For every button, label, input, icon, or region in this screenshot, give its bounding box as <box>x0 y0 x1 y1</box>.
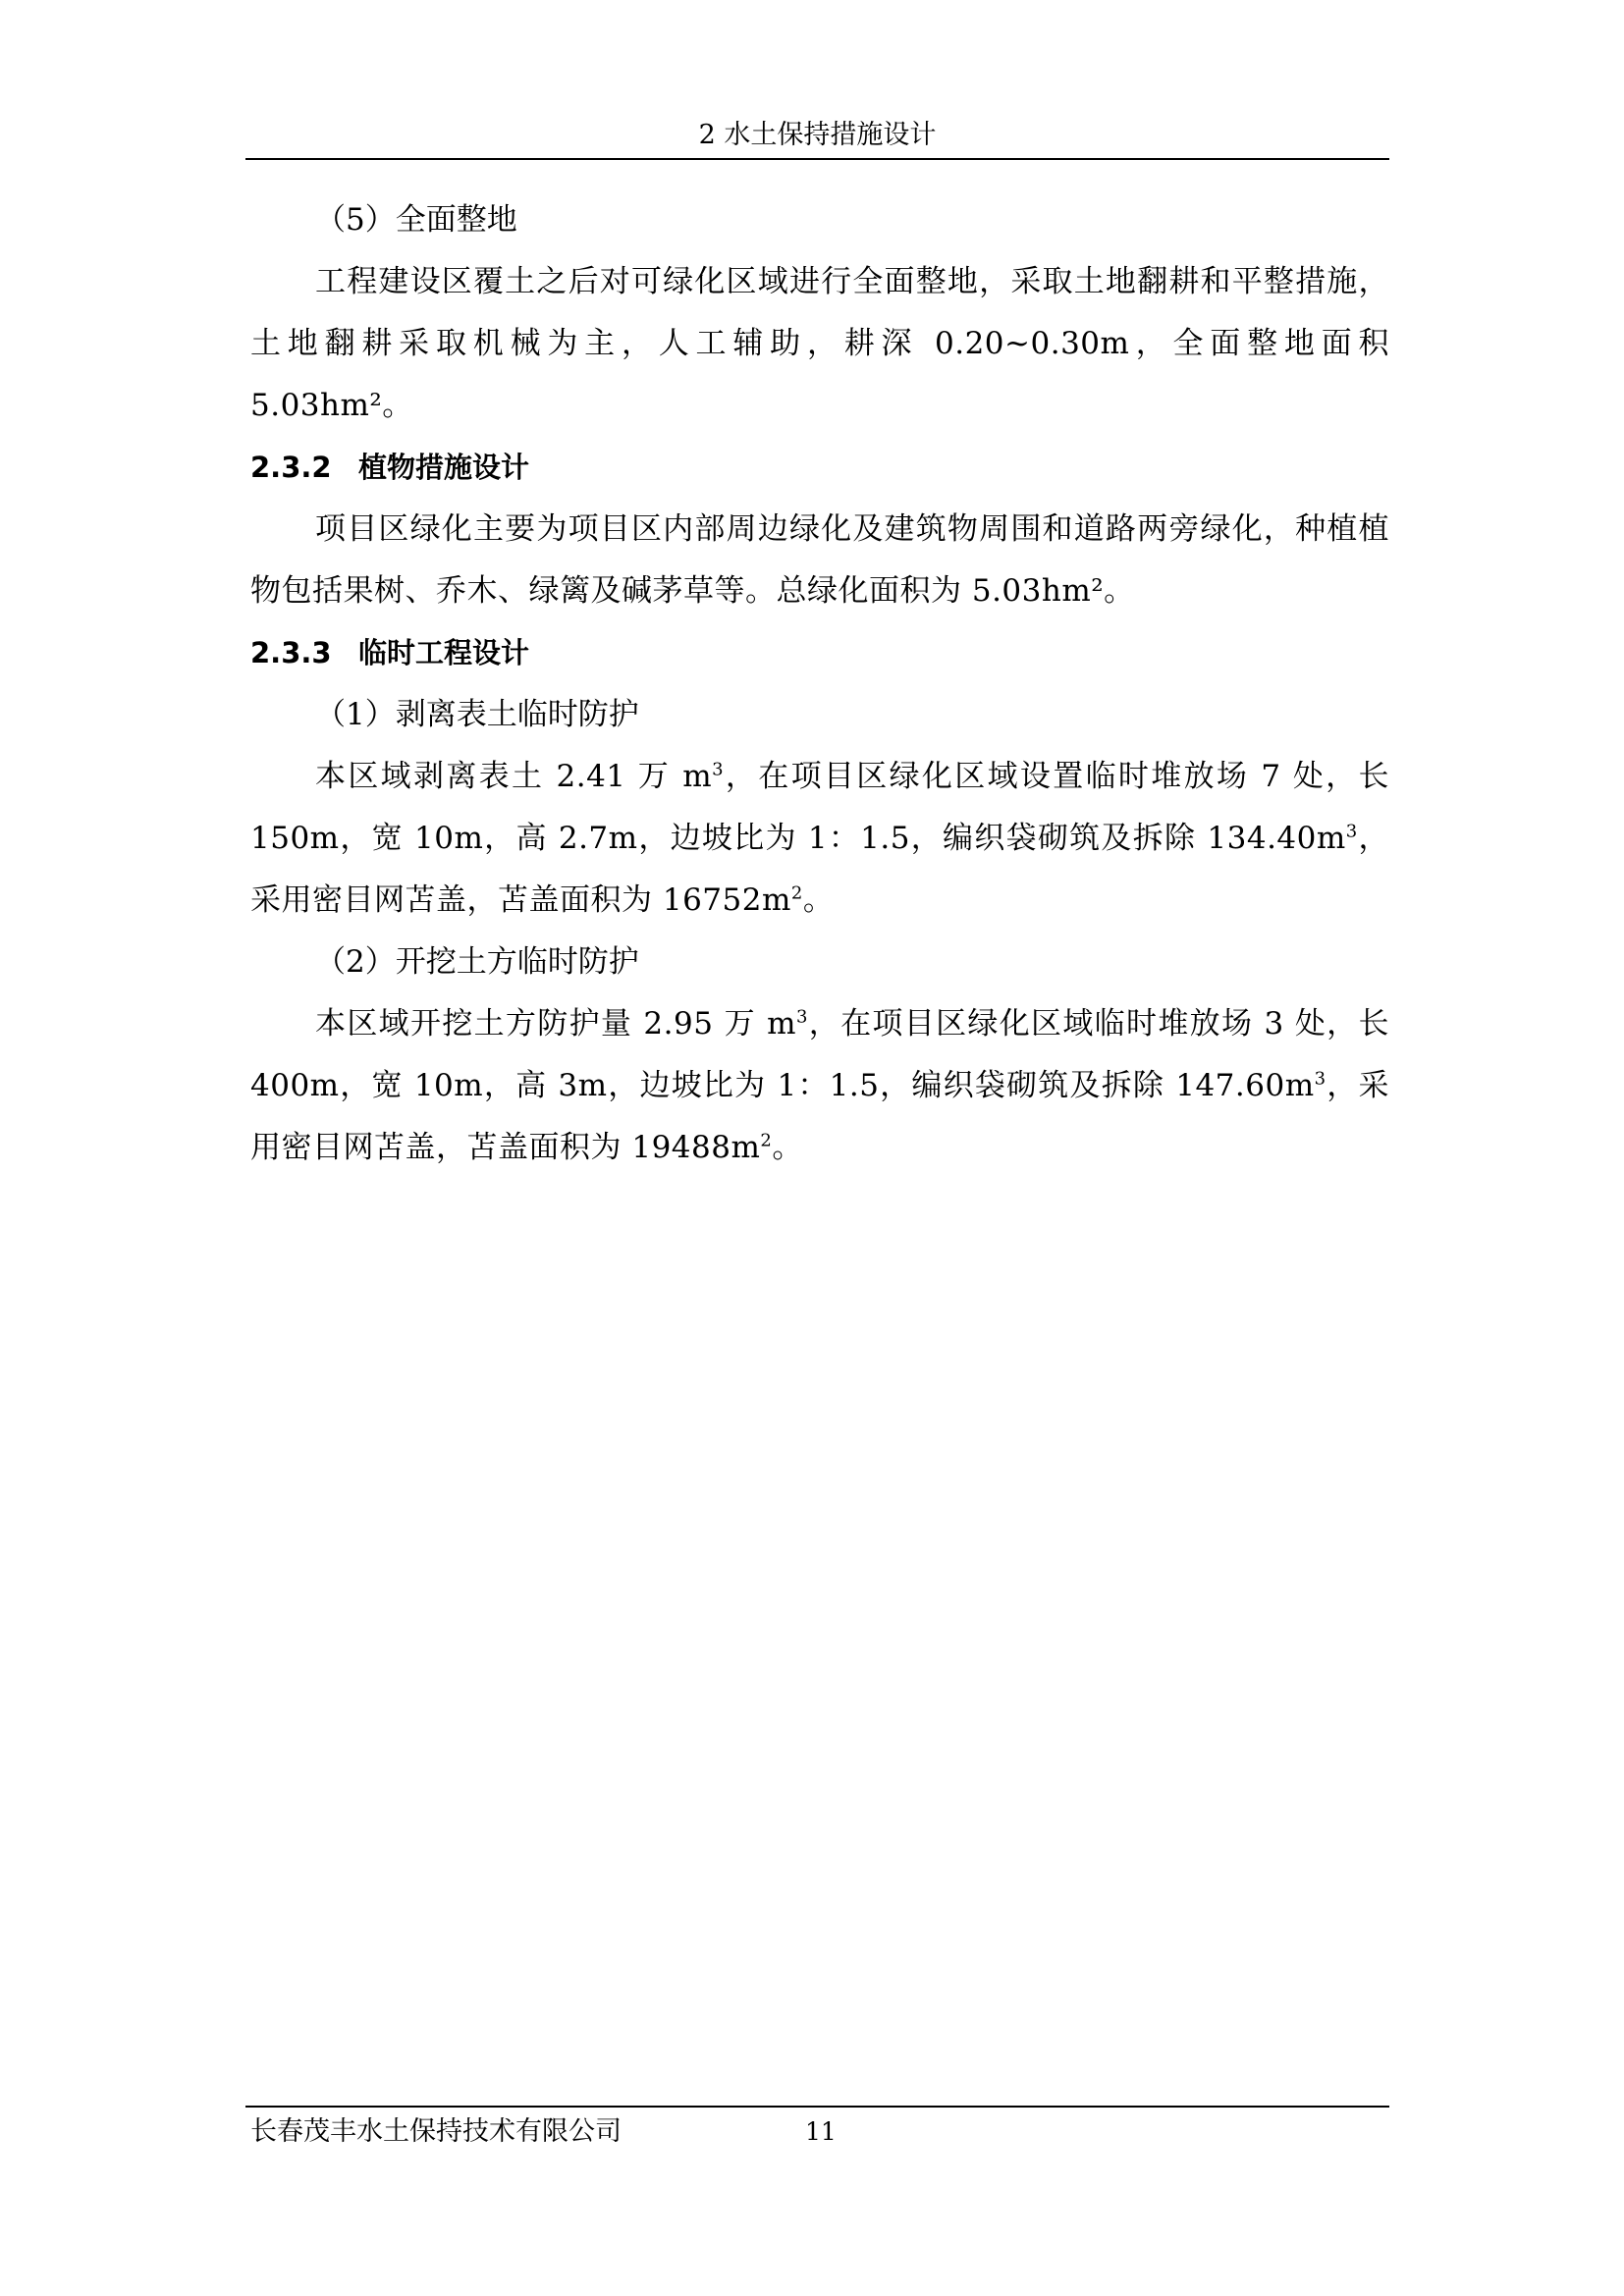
header-divider <box>245 158 1389 160</box>
page-number: 11 <box>805 2117 837 2146</box>
text-segment: ，在项目区绿化区域设置临时堆放场 7 处，长 150m，宽 10m，高 2.7m，边坡比为 1：1.5，编织袋砌筑及拆除 134.40m <box>250 759 1389 856</box>
text-segment: 。 <box>772 1130 803 1165</box>
section-2-3-2-heading <box>250 437 1389 499</box>
page-header: 2 水土保持措施设计 <box>698 120 937 150</box>
text-segment: ，采用密目网苫盖，苫盖面积为 19488m <box>250 1068 1390 1165</box>
section-title: 植物措施设计 <box>358 451 530 484</box>
text-segment: ，采用密目网苫盖，苫盖面积为 16752m <box>250 821 1389 918</box>
text-segment: 本区域剥离表土 2.41 万 m <box>315 759 713 794</box>
section-number: 2.3.2 <box>250 451 332 484</box>
text-segment: ，在项目区绿化区域临时堆放场 3 处，长 400m，宽 10m，高 3m，边坡比为 1：1.5，编织袋砌筑及拆除 147.60m <box>250 1006 1389 1103</box>
section-title: 临时工程设计 <box>358 636 530 669</box>
item-2-paragraph <box>250 993 1389 1179</box>
section-2-3-3-heading <box>250 622 1389 684</box>
superscript: 3 <box>796 1006 808 1028</box>
superscript: 3 <box>1345 821 1358 842</box>
text-segment: 本区域开挖土方防护量 2.95 万 m <box>315 1006 796 1041</box>
footer-company: 长春茂丰水土保持技术有限公司 <box>250 2116 622 2147</box>
text-segment: 。 <box>802 882 835 918</box>
item-5-paragraph: 工程建设区覆土之后对可绿化区域进行全面整地，采取土地翻耕和平整措施，土地翻耕采取机械为主，人工辅助，耕深 0.20~0.30m，全面整地面积 5.03hm²。 <box>250 264 1389 423</box>
item-1-heading: （1）剥离表土临时防护 <box>315 697 639 732</box>
document-body <box>250 189 1389 1179</box>
superscript: 2 <box>760 1130 773 1151</box>
superscript: 2 <box>790 882 803 904</box>
item-2-heading: （2）开挖土方临时防护 <box>315 944 639 980</box>
section-2-3-2-paragraph: 项目区绿化主要为项目区内部周边绿化及建筑物周围和道路两旁绿化，种植植物包括果树、乔木、绿篱及碱茅草等。总绿化面积为 5.03hm²。 <box>250 511 1389 609</box>
item-1-paragraph <box>250 746 1389 932</box>
section-number: 2.3.3 <box>250 636 332 669</box>
item-5-heading: （5）全面整地 <box>315 202 517 238</box>
superscript: 3 <box>1314 1068 1326 1090</box>
superscript: 3 <box>712 759 725 780</box>
footer-divider <box>245 2106 1389 2108</box>
